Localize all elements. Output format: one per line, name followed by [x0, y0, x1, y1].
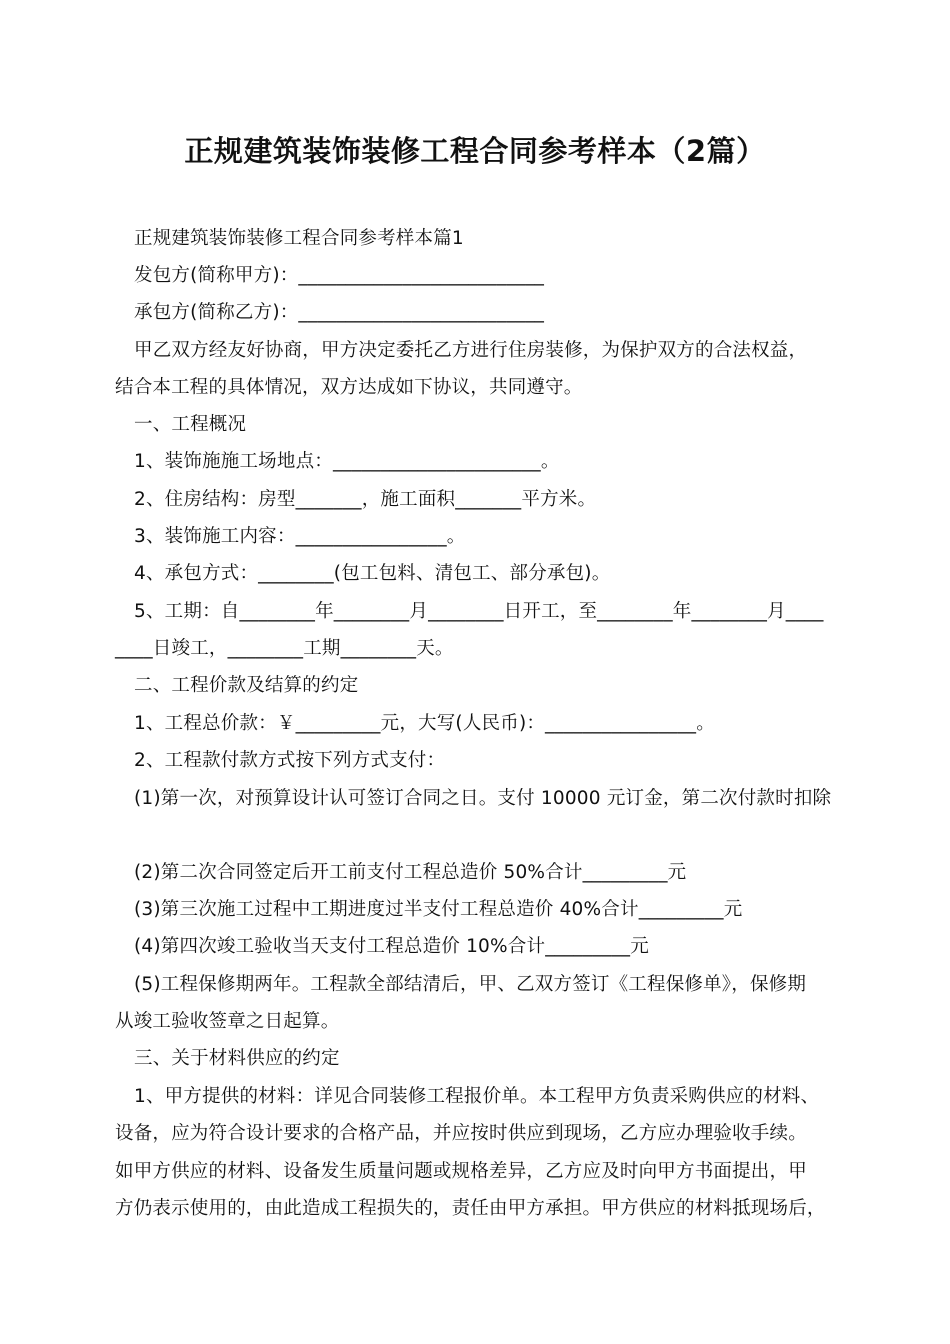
party-a-line: 发包方(简称甲方)：__________________________: [134, 265, 545, 286]
payment-item-2: (2)第二次合同签定后开工前支付工程总造价 50%合计_________元: [134, 862, 687, 883]
warranty-line-2: 从竣工验收签章之日起算。: [115, 1011, 340, 1032]
material-paragraph-line-2: 设备，应为符合设计要求的合格产品，并应按时供应到现场，乙方应办理验收手续。: [115, 1123, 807, 1144]
heading-material-supply: 三、关于材料供应的约定: [134, 1048, 340, 1069]
clause-site-location: 1、装饰施施工场地点：______________________。: [134, 451, 560, 472]
material-paragraph-line-4: 方仍表示使用的，由此造成工程损失的，责任由甲方承担。甲方供应的材料抵现场后，: [115, 1198, 826, 1219]
document-title: 正规建筑装饰装修工程合同参考样本（2篇）: [184, 134, 766, 168]
payment-item-3: (3)第三次施工过程中工期进度过半支付工程总造价 40%合计_________元: [134, 899, 743, 920]
payment-item-1: (1)第一次，对预算设计认可签订合同之日。支付 10000 元订金，第二次付款时扣除: [134, 788, 832, 809]
clause-work-content: 3、装饰施工内容：________________。: [134, 526, 466, 547]
section-subtitle: 正规建筑装饰装修工程合同参考样本篇1: [134, 228, 464, 249]
party-b-line: 承包方(简称乙方)：__________________________: [134, 302, 545, 323]
material-paragraph-line-1: 1、甲方提供的材料：详见合同装修工程报价单。本工程甲方负责采购供应的材料、: [134, 1086, 820, 1107]
heading-price-settlement: 二、工程价款及结算的约定: [134, 675, 359, 696]
payment-item-4: (4)第四次竣工验收当天支付工程总造价 10%合计_________元: [134, 936, 649, 957]
intro-paragraph-line-2: 结合本工程的具体情况，双方达成如下协议，共同遵守。: [115, 377, 583, 398]
clause-schedule-line-1: 5、工期：自________年________月________日开工，至________年________月____: [134, 601, 824, 622]
clause-schedule-line-2: ____日竣工，________工期________天。: [115, 638, 454, 659]
intro-paragraph-line-1: 甲乙双方经友好协商，甲方决定委托乙方进行住房装修，为保护双方的合法权益，: [134, 340, 808, 361]
clause-payment-method: 2、工程款付款方式按下列方式支付：: [134, 750, 446, 771]
warranty-line-1: (5)工程保修期两年。工程款全部结清后，甲、乙双方签订《工程保修单》，保修期: [134, 974, 807, 995]
clause-total-price: 1、工程总价款：￥_________元，大写(人民币)：________________。: [134, 713, 715, 734]
material-paragraph-line-3: 如甲方供应的材料、设备发生质量问题或规格差异，乙方应及时向甲方书面提出，甲: [115, 1161, 807, 1182]
clause-house-structure: 2、住房结构：房型_______，施工面积_______平方米。: [134, 489, 597, 510]
heading-project-overview: 一、工程概况: [134, 414, 247, 435]
clause-contract-mode: 4、承包方式：________(包工包料、清包工、部分承包)。: [134, 563, 611, 584]
